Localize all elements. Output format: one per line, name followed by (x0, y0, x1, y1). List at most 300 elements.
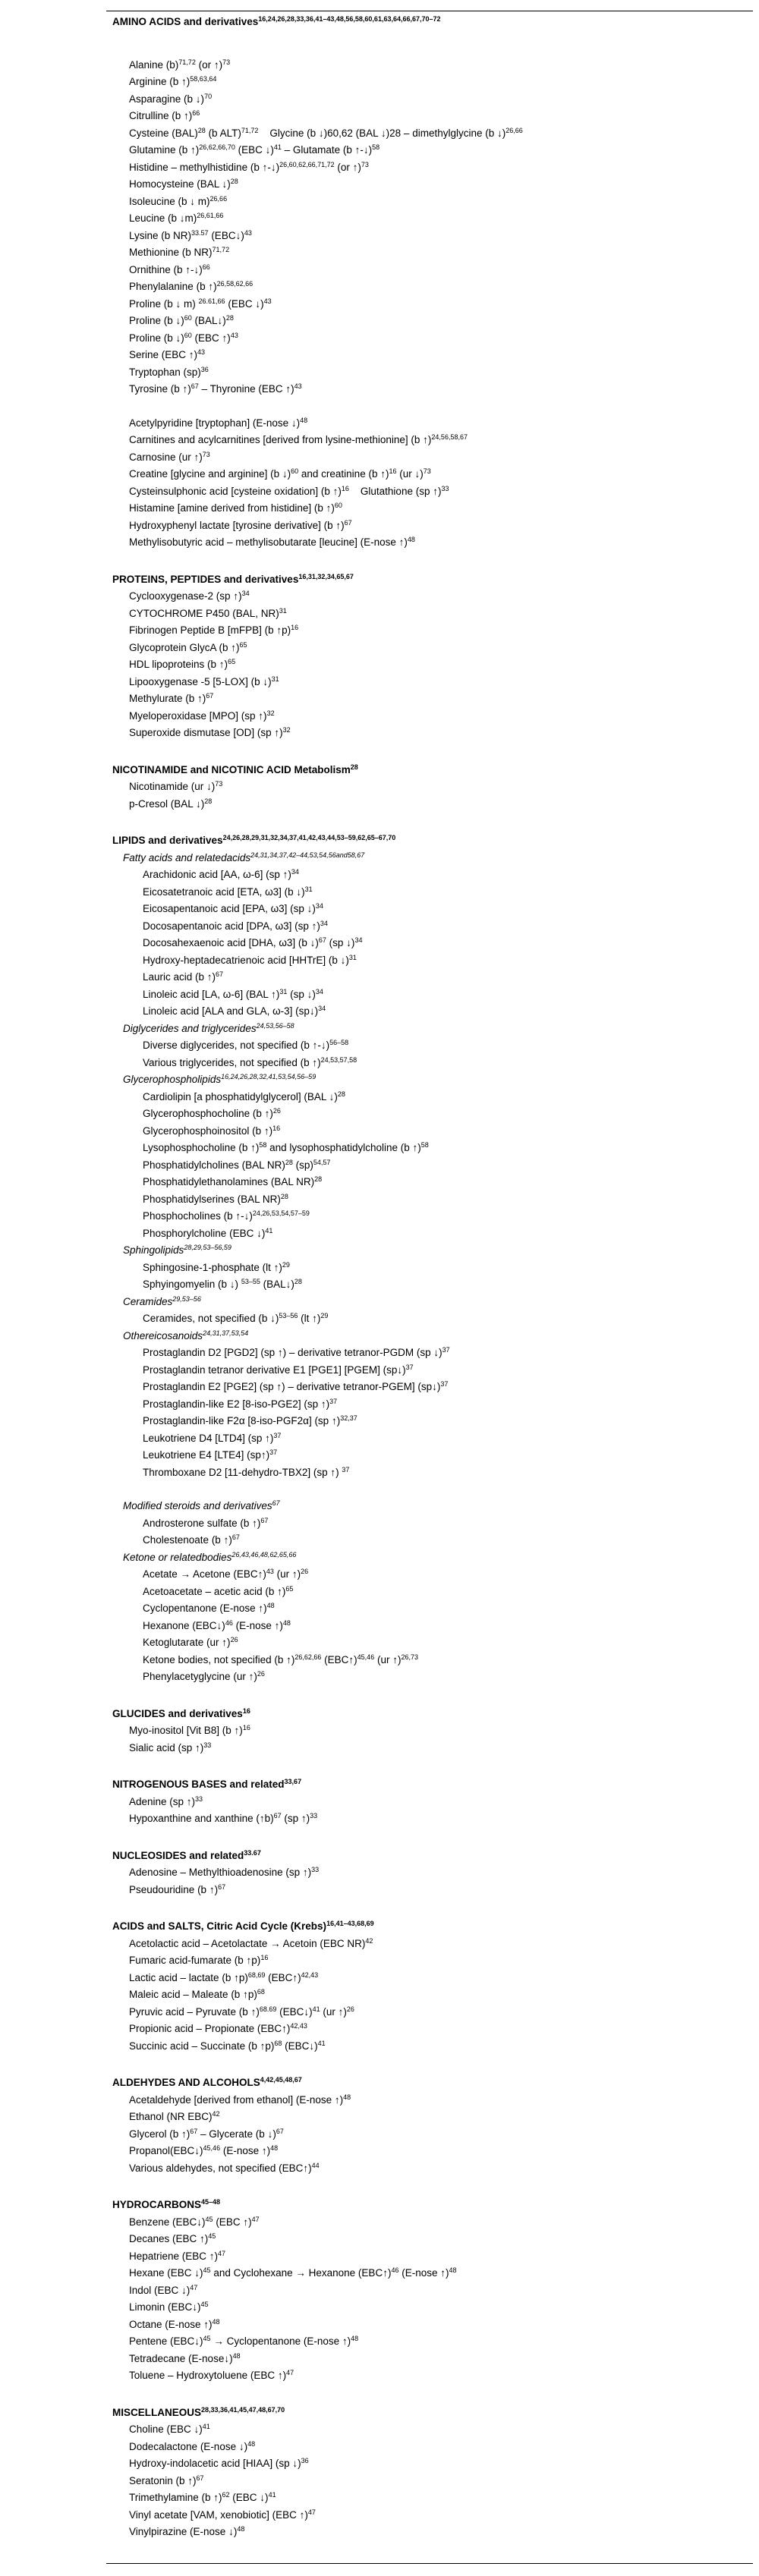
list-item: Various aldehydes, not specified (EBC↑)$^{44}$ (129, 2161, 320, 2174)
reference-superscript: 16 (242, 1724, 250, 1731)
reference-superscript: 28 (230, 178, 238, 185)
reference-superscript: 60 (184, 331, 192, 339)
section-heading: ALDEHYDES AND ALCOHOLS$^{4,42,45,48,67}$ (112, 2076, 302, 2088)
reference-superscript: 31 (304, 885, 313, 893)
reference-superscript: 33 (311, 1866, 320, 1873)
list-item: Tryptophan (sp)$^{36}$ (129, 365, 209, 378)
reference-superscript: 28,33,36,41,45,47,48,67,70 (201, 2405, 285, 2414)
list-item: Leukotriene D4 [LTD4] (sp ↑)$^{37}$ (143, 1431, 282, 1444)
reference-superscript: 48 (282, 1618, 291, 1627)
list-item: Docosapentanoic acid [DPA, ω3] (sp ↑)$^{34}$ (143, 919, 328, 932)
reference-superscript: 66 (202, 263, 210, 271)
reference-superscript: 28 (204, 797, 213, 805)
reference-superscript: 41 (265, 1226, 273, 1235)
section-heading: PROTEINS, PEPTIDES and derivatives$^{16,31,32,34,65,67}$ (112, 572, 354, 585)
list-item: Myo-inositol [Vit B8] (b ↑)$^{16}$ (129, 1724, 250, 1736)
list-item: Cysteine (BAL)$^{28}$ (b ALT)$^{71,72}$ Glycine (b ↓)60,62 (BAL ↓)28 – dimethylglycine (b ↓)$^{26,66}$ (129, 126, 523, 139)
reference-superscript: 34 (315, 987, 323, 995)
reference-superscript: 53–55 (241, 1278, 260, 1285)
list-item: Glutamine (b ↑)$^{26,62,66,70}$ (EBC ↓)$^{41}$ – Glutamate (b ↑-↓)$^{58}$ (129, 143, 380, 156)
reference-superscript: 67 (231, 1533, 240, 1541)
reference-superscript: 47 (190, 2283, 198, 2291)
reference-superscript: 42,43 (301, 1971, 319, 1979)
list-item: Acetoacetate – acetic acid (b ↑)$^{65}$ (143, 1584, 294, 1597)
reference-superscript: 54,57 (313, 1158, 331, 1166)
reference-superscript: 45 (208, 2232, 216, 2240)
list-item: Proline (b ↓)$^{60}$ (EBC ↑)$^{43}$ (129, 331, 238, 344)
list-item: Sphyingomyelin (b ↓) $^{53-55}$ (BAL↓)$^{28}$ (143, 1278, 302, 1290)
list-item: Citrulline (b ↑)$^{66}$ (129, 109, 200, 121)
list-item: Histamine [amine derived from histidine] (b ↑)$^{60}$ (129, 502, 342, 514)
list-item: Eicosapentanoic acid [EPA, ω3] (sp ↓)$^{34}$ (143, 902, 323, 914)
reference-superscript: 71,72 (241, 126, 259, 134)
list-item: HDL lipoproteins (b ↑)$^{65}$ (129, 658, 236, 670)
list-item: Methionine (b NR)$^{71,72}$ (129, 246, 230, 258)
subsection-heading: Fatty acids and relatedacids$^{24,31,34,37,42-44,53,54,56and58,67}$ (123, 851, 365, 863)
reference-superscript: 46 (391, 2266, 399, 2274)
list-item: Ceramides, not specified (b ↓)$^{53-56}$ (lt ↑)$^{29}$ (143, 1312, 329, 1324)
reference-superscript: 65 (228, 658, 236, 665)
reference-superscript: 36 (200, 365, 209, 373)
list-item: Hepatriene (EBC ↑)$^{47}$ (129, 2249, 226, 2262)
list-item: Linoleic acid [LA, ω-6] (BAL ↑)$^{31}$ (sp ↓)$^{34}$ (143, 987, 323, 1000)
reference-superscript: 28 (314, 1175, 323, 1183)
list-item: Phosphorylcholine (EBC ↓)$^{41}$ (143, 1226, 273, 1239)
list-item: Isoleucine (b ↓ m)$^{26,66}$ (129, 194, 228, 207)
reference-superscript: 67 (196, 2474, 204, 2482)
list-item: Acetolactic acid – Acetolactate → Acetoin (EBC NR)$^{42}$ (129, 1936, 373, 1949)
reference-superscript: 34 (320, 919, 328, 927)
reference-superscript: 26,66 (505, 126, 523, 134)
reference-superscript: 29 (282, 1260, 290, 1269)
list-item: Fibrinogen Peptide B [mFPB] (b ↑p)$^{16}$ (129, 624, 299, 636)
reference-superscript: 16 (341, 484, 349, 492)
reference-superscript: 56–58 (329, 1039, 349, 1046)
reference-superscript: 37 (440, 1380, 449, 1388)
reference-superscript: 48 (449, 2266, 457, 2274)
subsection-heading: Diglycerides and triglycerides$^{24,53,56-58}$ (123, 1021, 294, 1034)
reference-superscript: 31 (279, 606, 287, 615)
list-item: Octane (E-nose ↑)$^{48}$ (129, 2317, 220, 2330)
list-item: Glycerophosphoinositol (b ↑)$^{16}$ (143, 1124, 281, 1137)
reference-superscript: 4,42,45,48,67 (260, 2076, 302, 2084)
reference-superscript: 48 (270, 2144, 279, 2152)
reference-superscript: 34 (241, 590, 250, 597)
list-item: Hexanone (EBC↓)$^{46}$ (E-nose ↑)$^{48}$ (143, 1618, 291, 1631)
reference-superscript: 16 (242, 1706, 250, 1715)
list-item: Sialic acid (sp ↑)$^{33}$ (129, 1741, 212, 1754)
reference-superscript: 73 (215, 780, 223, 788)
subsection-heading: Modified steroids and derivatives$^{67}$ (123, 1499, 280, 1511)
reference-superscript: 67 (216, 970, 224, 978)
list-item: Prostaglandin tetranor derivative E1 [PGE1] [PGEM] (sp↓)$^{37}$ (143, 1363, 414, 1376)
reference-superscript: 28,29,53–56,59 (184, 1244, 231, 1251)
reference-superscript: 16,24,26,28,33,36,41–43,48,56,58,60,61,63,64,66,67,70–72 (258, 15, 441, 23)
reference-superscript: 67 (218, 1882, 226, 1891)
reference-superscript: 24,31,34,37,42–44,53,54,56and58,67 (250, 851, 365, 859)
reference-superscript: 31 (279, 987, 288, 995)
reference-superscript: 73 (202, 450, 210, 458)
section-heading: NICOTINAMIDE and NICOTINIC ACID Metabolism$^{28}$ (112, 763, 358, 775)
list-item: Adenine (sp ↑)$^{33}$ (129, 1794, 203, 1807)
reference-superscript: 48 (212, 2317, 220, 2326)
list-item: Benzene (EBC↓)$^{45}$ (EBC ↑)$^{47}$ (129, 2215, 260, 2228)
reference-superscript: 71,72 (212, 246, 230, 253)
reference-superscript: 62 (222, 2491, 230, 2499)
list-item: Eicosatetranoic acid [ETA, ω3] (b ↓)$^{31}$ (143, 885, 313, 898)
reference-superscript: 45–48 (201, 2198, 221, 2206)
reference-superscript: 45 (203, 2266, 211, 2274)
reference-superscript: 28 (285, 1158, 293, 1166)
reference-superscript: 67 (273, 1812, 282, 1820)
subsection-heading: Ketone or relatedbodies$^{26,43,46,48,62,65,66}$ (123, 1550, 297, 1563)
section-heading: NITROGENOUS BASES and related$^{33,67}$ (112, 1778, 302, 1790)
list-item: Cholestenoate (b ↑)$^{67}$ (143, 1533, 240, 1546)
bottom-rule (106, 2563, 753, 2564)
list-item: Cyclooxygenase-2 (sp ↑)$^{34}$ (129, 590, 250, 602)
reference-superscript: 48 (232, 2351, 241, 2360)
reference-superscript: 67 (260, 1516, 269, 1524)
reference-superscript: 26,60,62,66,71,72 (279, 160, 335, 168)
list-item: Prostaglandin-like F2α [8-iso-PGF2α] (sp ↑)$^{32,37}$ (143, 1414, 357, 1426)
reference-superscript: 73 (222, 58, 231, 66)
list-item: Hexane (EBC ↓)$^{45}$ and Cyclohexane → Hexanone (EBC↑)$^{46}$ (E-nose ↑)$^{48}$ (129, 2266, 457, 2279)
list-item: Propanol(EBC↓)$^{45,46}$ (E-nose ↑)$^{48}$ (129, 2144, 279, 2156)
reference-superscript: 45 (203, 2335, 211, 2342)
reference-superscript: 37 (342, 1465, 350, 1474)
list-item: Histidine – methylhistidine (b ↑-↓)$^{26,60,62,66,71,72}$ (or ↑)$^{73}$ (129, 160, 369, 173)
list-item: Acetaldehyde [derived from ethanol] (E-nose ↑)$^{48}$ (129, 2093, 351, 2106)
list-item: Serine (EBC ↑)$^{43}$ (129, 348, 206, 360)
list-item: Acetate → Acetone (EBC↑)$^{43}$ (ur ↑)$^{26}$ (143, 1568, 309, 1580)
reference-superscript: 26 (346, 2005, 354, 2013)
reference-superscript: 48 (237, 2525, 245, 2533)
list-item: Proline (b ↓ m) $^{26.61,66}$ (EBC ↓)$^{43}$ (129, 297, 272, 310)
list-item: Phosphatidylserines (BAL NR)$^{28}$ (143, 1192, 288, 1205)
list-item: Hypoxanthine and xanthine (↑b)$^{67}$ (sp ↑)$^{33}$ (129, 1812, 318, 1824)
reference-superscript: 33 (441, 484, 449, 492)
list-item: Hydroxy-indolacetic acid [HIAA] (sp ↓)$^{36}$ (129, 2457, 309, 2469)
list-item: Phenylacetyglycine (ur ↑)$^{26}$ (143, 1670, 265, 1682)
list-item: Various triglycerides, not specified (b ↑)$^{24,53,57,58}$ (143, 1055, 357, 1068)
list-item: Fumaric acid-fumarate (b ↑p)$^{16}$ (129, 1954, 269, 1966)
reference-superscript: 26 (230, 1636, 238, 1643)
reference-superscript: 26,62,66 (294, 1653, 322, 1661)
list-item: Vinyl acetate [VAM, xenobiotic] (EBC ↑)$^{47}$ (129, 2508, 316, 2521)
reference-superscript: 45,46 (203, 2144, 221, 2152)
list-item: Glycerol (b ↑)$^{67}$ – Glycerate (b ↓)$^{67}$ (129, 2127, 284, 2140)
reference-superscript: 28 (225, 314, 234, 322)
subsection-heading: Othereicosanoids$^{24,31,37,53,54}$ (123, 1329, 249, 1341)
reference-superscript: 58 (420, 1141, 429, 1149)
list-item: Methylisobutyric acid – methylisobutarate [leucine] (E-nose ↑)$^{48}$ (129, 536, 415, 548)
reference-superscript: 68,69 (247, 1971, 266, 1979)
list-item: Methylurate (b ↑)$^{67}$ (129, 692, 214, 704)
reference-superscript: 29,53–56 (172, 1294, 201, 1303)
reference-superscript: 26,61,66 (197, 212, 224, 219)
list-item: CYTOCHROME P450 (BAL, NR)$^{31}$ (129, 606, 287, 619)
reference-superscript: 28 (350, 763, 358, 771)
reference-superscript: 60 (184, 314, 192, 322)
reference-superscript: 24,26,28,29,31,32,34,37,41,42,43,44,53–59,62,65–67,70 (222, 834, 396, 841)
reference-superscript: 48 (266, 1602, 275, 1609)
list-item: Alanine $(b)^{71,72}$ (or ↑)$^{73}$ (129, 58, 231, 71)
reference-superscript: 41 (312, 2005, 320, 2013)
list-item: Lactic acid – lactate (b ↑p)$^{68,69}$ (EBC↑)$^{42,43}$ (129, 1971, 319, 1983)
reference-superscript: 42,43 (290, 2022, 307, 2030)
reference-superscript: 32 (282, 726, 291, 734)
list-item: Carnosine (ur ↑)$^{73}$ (129, 450, 210, 463)
reference-superscript: 73 (423, 467, 431, 475)
list-item: Tyrosine (b ↑)$^{67}$ – Thyronine (EBC ↑)$^{43}$ (129, 382, 302, 395)
reference-superscript: 47 (218, 2249, 226, 2257)
reference-superscript: 70 (204, 92, 213, 100)
reference-superscript: 33.67 (244, 1848, 261, 1857)
list-item: Glycerophosphocholine (b ↑)$^{26}$ (143, 1107, 281, 1119)
section-heading: GLUCIDES and derivatives$^{16}$ (112, 1706, 250, 1719)
reference-superscript: 24,31,37,53,54 (203, 1329, 249, 1337)
list-item: Linoleic acid [ALA and GLA, ω-3] (sp↓)$^{34}$ (143, 1005, 326, 1017)
reference-superscript: 48 (247, 2439, 256, 2448)
reference-superscript: 43 (230, 331, 238, 339)
reference-superscript: 67 (190, 2127, 198, 2135)
list-item: Succinic acid – Succinate (b ↑p)$^{68}$ (EBC↓)$^{41}$ (129, 2039, 326, 2052)
reference-superscript: 36 (301, 2457, 309, 2464)
reference-superscript: 53–56 (279, 1312, 298, 1319)
reference-superscript: 58 (372, 143, 380, 151)
reference-superscript: 41 (317, 2039, 326, 2047)
reference-superscript: 16 (260, 1954, 269, 1961)
reference-superscript: 44 (311, 2161, 320, 2169)
reference-superscript: 58 (259, 1141, 267, 1149)
list-item: Phosphatidylethanolamines (BAL NR)$^{28}$ (143, 1175, 323, 1187)
reference-superscript: 45,46 (357, 1653, 375, 1661)
list-item: Lauric acid (b ↑)$^{67}$ (143, 970, 224, 983)
reference-superscript: 68 (274, 2039, 282, 2047)
list-item: Ketoglutarate (ur ↑)$^{26}$ (143, 1636, 238, 1648)
reference-superscript: 65 (239, 640, 247, 649)
subsection-heading: Ceramides$^{29,53-56}$ (123, 1294, 201, 1307)
list-item: Superoxide dismutase [OD] (sp ↑)$^{32}$ (129, 726, 291, 738)
reference-superscript: 29 (320, 1312, 329, 1319)
list-item: Phosphatidylcholines (BAL NR)$^{28}$ (sp)$^{54,57}$ (143, 1158, 331, 1171)
reference-superscript: 32,37 (340, 1414, 357, 1422)
list-item: Creatine [glycine and arginine] (b ↓)$^{60}$ and creatinine (b ↑)$^{16}$ (ur ↓)$^{73}$ (129, 467, 431, 480)
reference-superscript: 31 (348, 953, 357, 961)
reference-superscript: 67 (206, 692, 214, 700)
reference-superscript: 34 (354, 936, 363, 944)
reference-superscript: 60 (291, 467, 299, 475)
list-item: Sphingosine-1-phosphate (lt ↑)$^{29}$ (143, 1260, 290, 1273)
reference-superscript: 16 (291, 624, 299, 631)
section-heading: HYDROCARBONS$^{45-48}$ (112, 2198, 221, 2210)
reference-superscript: 16,24,26,28,32,41,53,54,56–59 (221, 1073, 317, 1080)
section-heading: ACIDS and SALTS, Citric Acid Cycle (Krebs)$^{16,41-43,68,69}$ (112, 1920, 374, 1932)
list-item: Adenosine – Methylthioadenosine (sp ↑)$^{33}$ (129, 1866, 320, 1878)
reference-superscript: 33 (203, 1741, 212, 1749)
list-item: Hydroxy-heptadecatrienoic acid [HHTrE] (b ↓)$^{31}$ (143, 953, 357, 966)
reference-superscript: 37 (442, 1346, 450, 1354)
list-item: Maleic acid – Maleate (b ↑p)$^{68}$ (129, 1988, 265, 2000)
reference-superscript: 26.61,66 (198, 297, 225, 305)
list-item: Choline (EBC ↓)$^{41}$ (129, 2423, 210, 2435)
list-item: Homocysteine (BAL ↓)$^{28}$ (129, 178, 238, 190)
list-item: Vinylpirazine (E-nose ↓)$^{48}$ (129, 2525, 245, 2537)
reference-superscript: 26 (272, 1107, 281, 1115)
list-item: Ornithine (b ↑-↓)$^{66}$ (129, 263, 210, 275)
list-item: Glycoprotein GlycA (b ↑)$^{65}$ (129, 640, 247, 653)
reference-superscript: 43 (263, 297, 272, 305)
list-item: Dodecalactone (E-nose ↓)$^{48}$ (129, 2439, 256, 2452)
list-item: Cardiolipin [a phosphatidylglycerol] (BAL ↓)$^{28}$ (143, 1090, 345, 1102)
subsection-heading: Glycerophospholipids$^{16,24,26,28,32,41,53,54,56-59}$ (123, 1073, 317, 1085)
reference-superscript: 33,67 (284, 1778, 302, 1785)
reference-superscript: 47 (307, 2508, 316, 2516)
reference-superscript: 42 (365, 1936, 373, 1945)
list-item: Tetradecane (E-nose↓)$^{48}$ (129, 2351, 241, 2364)
reference-superscript: 71,72 (178, 58, 196, 66)
list-item: Prostaglandin-like E2 [8-iso-PGE2] (sp ↑)$^{37}$ (143, 1397, 338, 1410)
reference-superscript: 24,56,58,67 (431, 433, 468, 441)
reference-superscript: 48 (351, 2335, 359, 2342)
metabolite-list (112, 14, 754, 2541)
reference-superscript: 16 (389, 467, 397, 475)
reference-superscript: 32 (266, 709, 275, 717)
reference-superscript: 73 (361, 160, 369, 168)
list-item: Leucine (b ↓m)$^{26,61,66}$ (129, 212, 224, 224)
reference-superscript: 43 (244, 228, 252, 237)
list-item: Lipooxygenase -5 [5-LOX] (b ↓)$^{31}$ (129, 675, 279, 687)
list-item: Asparagine (b ↓)$^{70}$ (129, 92, 213, 105)
reference-superscript: 24,53,57,58 (320, 1055, 357, 1064)
reference-superscript: 67 (276, 2127, 284, 2135)
reference-superscript: 24,53,56–58 (256, 1021, 294, 1030)
reference-superscript: 67 (344, 518, 352, 527)
list-item: Pseudouridine (b ↑)$^{67}$ (129, 1882, 226, 1895)
reference-superscript: 48 (407, 536, 415, 543)
reference-superscript: 67 (191, 382, 199, 390)
reference-superscript: 31 (271, 675, 279, 683)
list-item: Indol (EBC ↓)$^{47}$ (129, 2283, 198, 2296)
list-item: Acetylpyridine [tryptophan] (E-nose ↓)$^{48}$ (129, 416, 308, 429)
list-item: Diverse diglycerides, not specified (b ↑-↓)$^{56-58}$ (143, 1039, 349, 1051)
list-item: Hydroxyphenyl lactate [tyrosine derivative] (b ↑)$^{67}$ (129, 518, 352, 531)
list-item: Pyruvic acid – Pyruvate (b ↑)$^{68.69}$ (EBC↓)$^{41}$ (ur ↑)$^{26}$ (129, 2005, 354, 2018)
reference-superscript: 45 (205, 2215, 213, 2223)
section-heading: LIPIDS and derivatives$^{24,26,28,29,31,32,34,37,41,42,43,44,53-59,62,65-67,70}$ (112, 834, 396, 846)
reference-superscript: 41 (202, 2423, 210, 2430)
list-item: Seratonin (b ↑)$^{67}$ (129, 2474, 204, 2486)
list-item: Leukotriene E4 [LTE4] (sp↑)$^{37}$ (143, 1448, 278, 1461)
reference-superscript: 26,73 (401, 1653, 418, 1661)
subsection-heading: Sphingolipids$^{28,29,53-56,59}$ (123, 1244, 231, 1256)
list-item: Lysine (b NR)$^{33.57}$ (EBC↓)$^{43}$ (129, 228, 252, 241)
list-item: Lysophosphocholine (b ↑)$^{58}$ and lysophosphatidylcholine (b ↑)$^{58}$ (143, 1141, 429, 1153)
reference-superscript: 43 (294, 382, 302, 390)
reference-superscript: 16,31,32,34,65,67 (298, 572, 354, 580)
reference-superscript: 26,66 (209, 194, 228, 203)
list-item: Docosahexaenoic acid [DHA, ω3] (b ↓)$^{67}$ (sp ↓)$^{34}$ (143, 936, 363, 948)
reference-superscript: 28 (337, 1090, 345, 1098)
reference-superscript: 28 (280, 1192, 288, 1200)
reference-superscript: 68.69 (259, 2005, 277, 2013)
reference-superscript: 68 (257, 1988, 265, 1996)
reference-superscript: 16,41–43,68,69 (326, 1920, 374, 1927)
reference-superscript: 33 (195, 1794, 203, 1803)
list-item: Myeloperoxidase [MPO] (sp ↑)$^{32}$ (129, 709, 275, 722)
list-item: Cyclopentanone (E-nose ↑)$^{48}$ (143, 1602, 275, 1614)
reference-superscript: 26 (301, 1568, 309, 1575)
list-item: Toluene – Hydroxytoluene (EBC ↑)$^{47}$ (129, 2369, 294, 2381)
reference-superscript: 48 (343, 2093, 351, 2101)
reference-superscript: 28 (197, 126, 206, 134)
reference-superscript: 16 (272, 1124, 281, 1132)
reference-superscript: 47 (251, 2215, 260, 2223)
reference-superscript: 43 (266, 1568, 274, 1575)
list-item: Phenylalanine (b ↑)$^{26,58,62,66}$ (129, 280, 254, 292)
list-item: Trimethylamine (b ↑)$^{62}$ (EBC ↓)$^{41}$ (129, 2491, 276, 2503)
list-item: Thromboxane D2 [11-dehydro-TBX2] (sp ↑) $^{37}$ (143, 1465, 350, 1478)
list-item: Ketone bodies, not specified (b ↑)$^{26,62,66}$ (EBC↑)$^{45,46}$ (ur ↑)$^{26,73}$ (143, 1653, 418, 1665)
list-item: Cysteinsulphonic acid [cysteine oxidation] (b ↑)$^{16}$ Glutathione (sp ↑)$^{33}$ (129, 484, 449, 497)
reference-superscript: 47 (286, 2369, 294, 2376)
reference-superscript: 42 (212, 2110, 220, 2118)
reference-superscript: 28 (294, 1278, 302, 1285)
section-heading: MISCELLANEOUS$^{28,33,36,41,45,47,48,67,70}$ (112, 2405, 285, 2418)
reference-superscript: 37 (329, 1397, 338, 1405)
list-item: Androsterone sulfate (b ↑)$^{67}$ (143, 1516, 269, 1529)
reference-superscript: 67 (272, 1499, 280, 1507)
list-item: Phosphocholines (b ↑-↓)$^{24,26,53,54,57-59}$ (143, 1209, 310, 1222)
reference-superscript: 37 (273, 1431, 282, 1439)
reference-superscript: 58,63,64 (190, 75, 217, 83)
list-item: Propionic acid – Propionate (EBC↑)$^{42,43}$ (129, 2022, 307, 2034)
list-item: Limonin (EBC↓)$^{45}$ (129, 2301, 209, 2313)
reference-superscript: 43 (197, 348, 206, 356)
reference-superscript: 37 (269, 1448, 278, 1456)
reference-superscript: 45 (200, 2301, 209, 2308)
reference-superscript: 67 (318, 936, 326, 944)
reference-superscript: 33.57 (191, 228, 209, 237)
reference-superscript: 34 (291, 868, 299, 876)
reference-superscript: 48 (300, 416, 308, 424)
list-item: Carnitines and acylcarnitines [derived from lysine-methionine] (b ↑)$^{24,56,58,67}$ (129, 433, 468, 445)
reference-superscript: 65 (285, 1584, 294, 1593)
list-item: Pentene (EBC↓)$^{45}$ → Cyclopentanone (E-nose ↑)$^{48}$ (129, 2335, 359, 2347)
list-item: Prostaglandin E2 [PGE2] (sp ↑) – derivative tetranor-PGEM] (sp↓)$^{37}$ (143, 1380, 449, 1392)
list-item: Proline (b ↓)$^{60}$ (BAL↓)$^{28}$ (129, 314, 234, 326)
list-item: Arginine (b ↑)$^{58,63,64}$ (129, 75, 217, 87)
list-item: Prostaglandin D2 [PGD2] (sp ↑) – derivative tetranor-PGDM (sp ↓)$^{37}$ (143, 1346, 450, 1358)
reference-superscript: 66 (192, 109, 200, 117)
reference-superscript: 26,43,46,48,62,65,66 (231, 1550, 297, 1558)
reference-superscript: 41 (268, 2491, 276, 2499)
list-item: p-Cresol (BAL ↓)$^{28}$ (129, 797, 213, 810)
list-item: Nicotinamide (ur ↓)$^{73}$ (129, 780, 223, 792)
reference-superscript: 26,62,66,70 (199, 143, 235, 151)
reference-superscript: 41 (273, 143, 282, 151)
reference-superscript: 46 (225, 1618, 233, 1627)
reference-superscript: 34 (315, 902, 323, 910)
reference-superscript: 26,58,62,66 (216, 280, 254, 288)
reference-superscript: 37 (405, 1363, 414, 1371)
reference-superscript: 34 (318, 1005, 326, 1012)
reference-superscript: 60 (334, 502, 342, 509)
section-heading: AMINO ACIDS and derivatives$^{16,24,26,28,33,36,41-43,48,56,58,60,61,63,64,66,67,70-72}$ (112, 15, 441, 27)
reference-superscript: 24,26,53,54,57–59 (252, 1209, 310, 1217)
list-item: Decanes (EBC ↑)$^{45}$ (129, 2232, 216, 2244)
reference-superscript: 33 (310, 1812, 318, 1820)
